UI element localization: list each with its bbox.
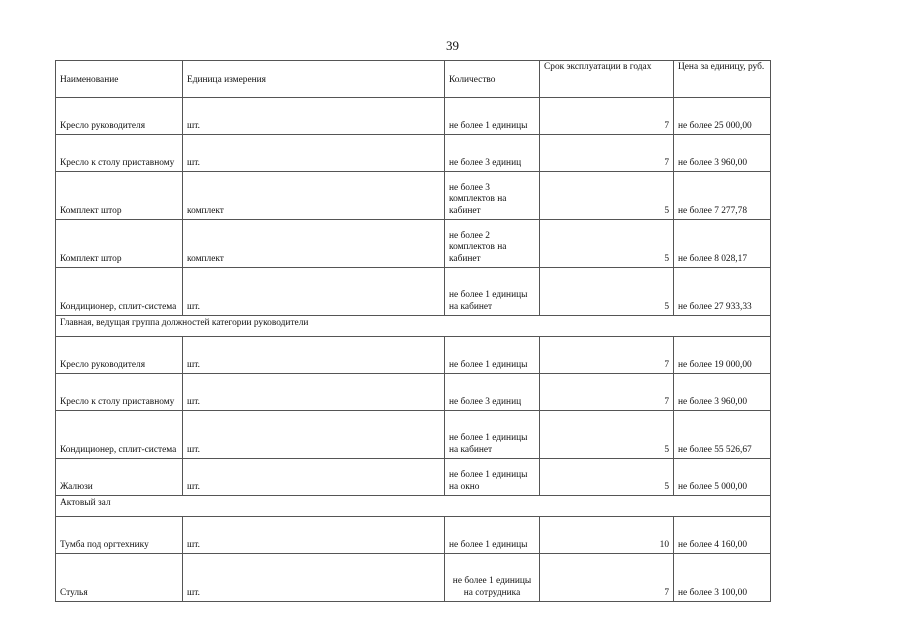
cell-quantity: не более 1 единицы [445,337,540,374]
cell-unit: комплект [183,220,445,268]
cell-service-life: 5 [540,411,674,459]
header-quantity: Количество [445,61,540,98]
cell-service-life: 7 [540,98,674,135]
cell-service-life: 10 [540,517,674,554]
table-row [56,220,771,268]
table-row [56,459,771,496]
cell-unit: шт. [183,459,445,496]
cell-name: Кресло руководителя [56,337,183,374]
table-row [56,135,771,172]
cell-quantity: не более 1 единицы на кабинет [445,268,540,316]
header-price: Цена за единицу, руб. [674,61,771,98]
cell-service-life: 5 [540,172,674,220]
cell-price: не более 3 960,00 [674,374,771,411]
cell-price: не более 7 277,78 [674,172,771,220]
cell-unit: шт. [183,374,445,411]
table-row [56,517,771,554]
cell-quantity: не более 1 единицы на кабинет [445,411,540,459]
cell-unit: шт. [183,554,445,602]
cell-unit: шт. [183,268,445,316]
cell-price: не более 4 160,00 [674,517,771,554]
cell-service-life: 5 [540,220,674,268]
cell-price: не более 5 000,00 [674,459,771,496]
cell-price: не более 55 526,67 [674,411,771,459]
cell-service-life: 7 [540,337,674,374]
cell-name: Кресло к столу приставному [56,135,183,172]
cell-price: не более 25 000,00 [674,98,771,135]
cell-unit: шт. [183,98,445,135]
cell-price: не более 27 933,33 [674,268,771,316]
table-header-row [56,61,771,98]
cell-price: не более 8 028,17 [674,220,771,268]
cell-quantity: не более 1 единицы [445,517,540,554]
table-row [56,374,771,411]
section-row [56,316,771,337]
section-title: Главная, ведущая группа должностей категории руководители [56,316,771,337]
cell-unit: шт. [183,135,445,172]
cell-price: не более 3 100,00 [674,554,771,602]
cell-service-life: 5 [540,268,674,316]
section-title: Актовый зал [56,496,771,517]
section-row [56,496,771,517]
cell-quantity: не более 1 единицы [445,98,540,135]
cell-name: Кресло руководителя [56,98,183,135]
cell-name: Тумба под оргтехнику [56,517,183,554]
cell-unit: комплект [183,172,445,220]
header-unit: Единица измерения [183,61,445,98]
cell-service-life: 7 [540,135,674,172]
cell-price: не более 3 960,00 [674,135,771,172]
table-row [56,554,771,602]
cell-price: не более 19 000,00 [674,337,771,374]
cell-quantity: не более 1 единицы на сотрудника [445,554,540,602]
header-name: Наименование [56,61,183,98]
header-service-life: Срок эксплуатации в годах [540,61,674,98]
cell-quantity: не более 3 комплектов на кабинет [445,172,540,220]
cell-unit: шт. [183,337,445,374]
table-row [56,411,771,459]
cell-unit: шт. [183,517,445,554]
table-row [56,337,771,374]
cell-unit: шт. [183,411,445,459]
cell-name: Жалюзи [56,459,183,496]
cell-quantity: не более 1 единицы на окно [445,459,540,496]
cell-name: Комплект штор [56,172,183,220]
cell-name: Кресло к столу приставному [56,374,183,411]
cell-name: Кондиционер, сплит-система [56,411,183,459]
cell-name: Кондиционер, сплит-система [56,268,183,316]
cell-service-life: 5 [540,459,674,496]
table-row [56,172,771,220]
table-row [56,268,771,316]
cell-name: Стулья [56,554,183,602]
table-row [56,98,771,135]
cell-quantity: не более 3 единиц [445,374,540,411]
cell-quantity: не более 3 единиц [445,135,540,172]
cell-service-life: 7 [540,374,674,411]
cell-quantity: не более 2 комплектов на кабинет [445,220,540,268]
page-number: 39 [446,38,459,53]
furniture-norms-table [55,60,771,602]
cell-name: Комплект штор [56,220,183,268]
cell-service-life: 7 [540,554,674,602]
